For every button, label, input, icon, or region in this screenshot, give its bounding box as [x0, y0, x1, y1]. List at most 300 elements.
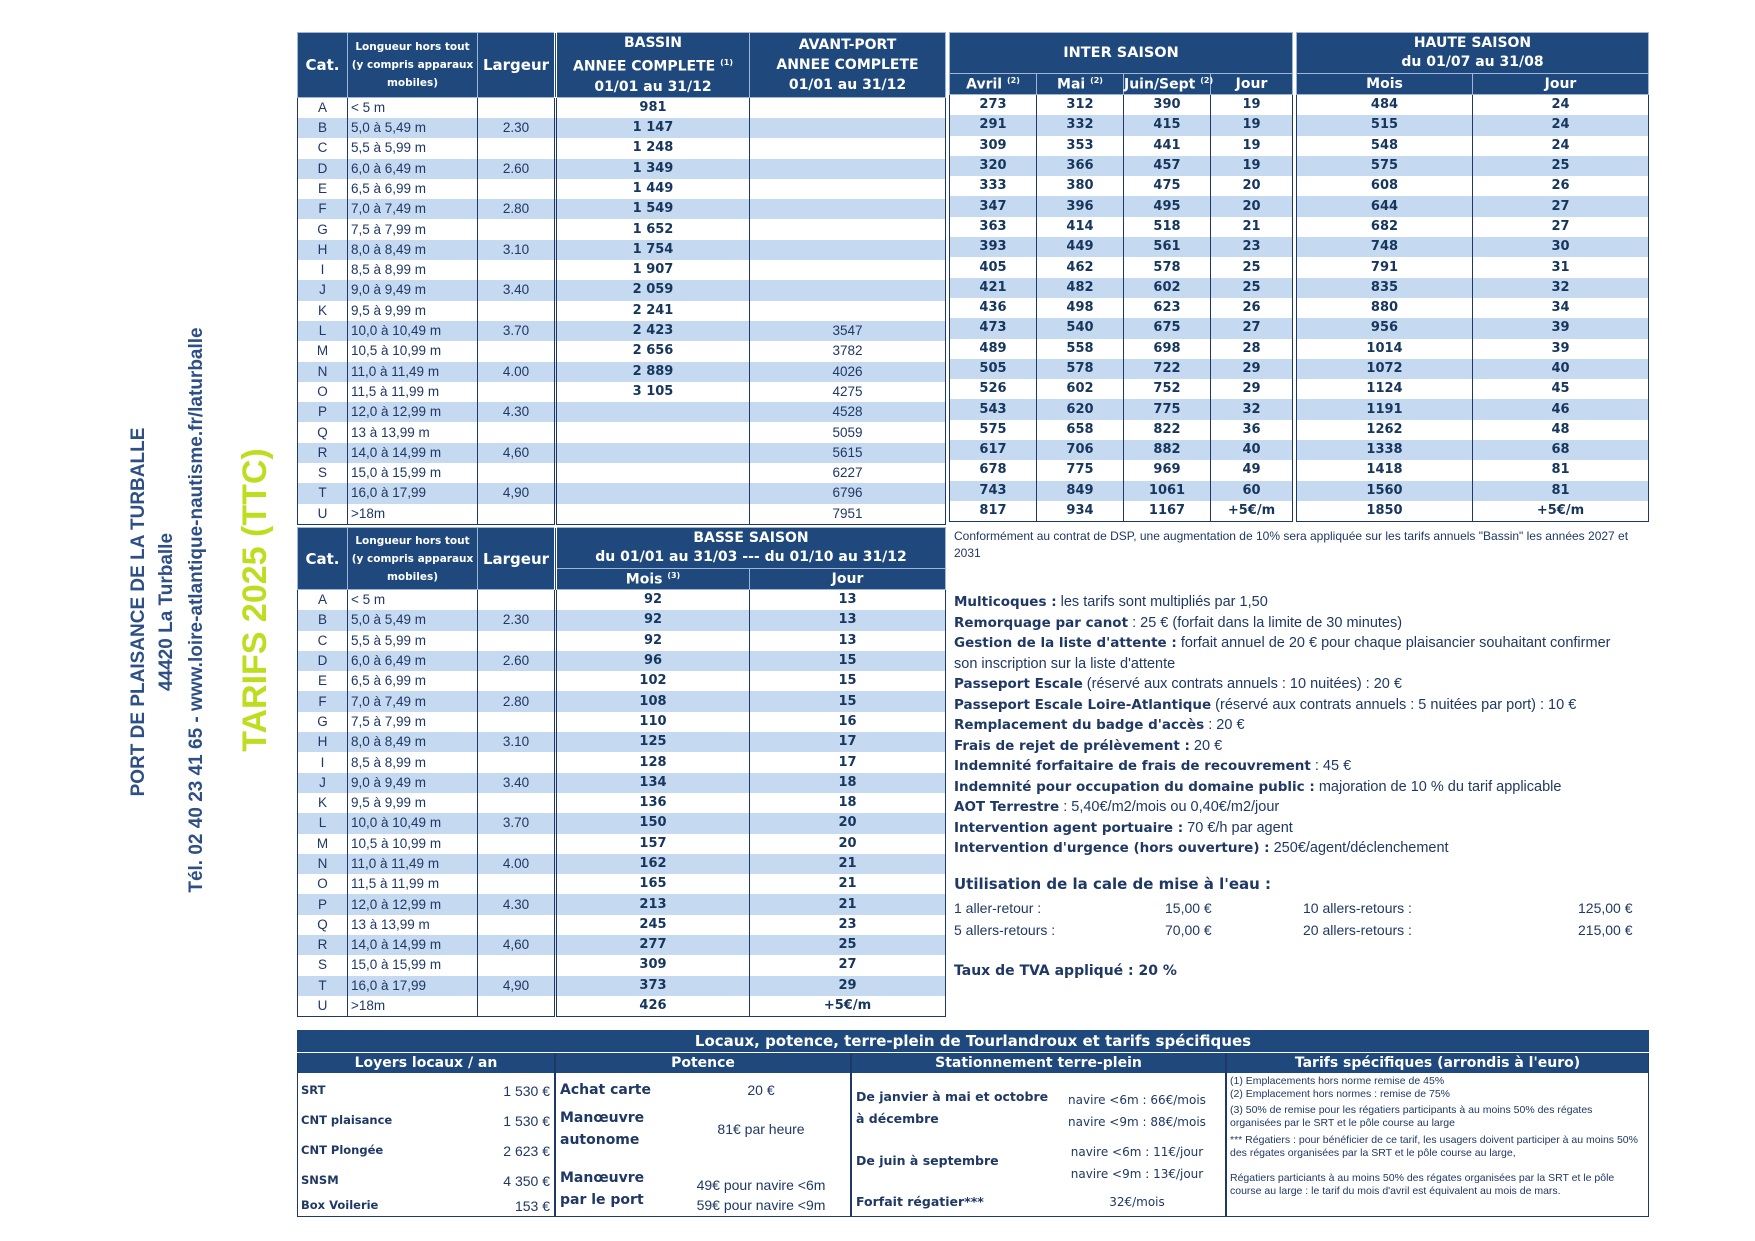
table-row — [298, 773, 946, 793]
basse-jour-cell: 18 — [750, 773, 946, 793]
basse-mois-cell: 128 — [556, 752, 750, 772]
mai-cell: 332 — [1037, 115, 1124, 135]
achat-carte-value: 20 € — [747, 1082, 775, 1098]
haute-mois-cell: 548 — [1370, 137, 1399, 153]
cat-cell: P — [298, 894, 348, 914]
basse-jour-cell: +5€/m — [750, 996, 946, 1017]
longueur-cell: 12,0 à 12,99 m — [348, 402, 478, 422]
longueur-cell: 11,5 à 11,99 m — [348, 874, 478, 894]
table-row — [1297, 298, 1649, 318]
mai-cell: 849 — [1037, 481, 1124, 501]
longueur-cell: 10,5 à 10,99 m — [348, 834, 478, 854]
cale-item-price: 15,00 € — [1165, 900, 1212, 916]
table-row — [298, 341, 946, 361]
haute-jour-cell: 39 — [1473, 339, 1649, 359]
note-regatiers: *** Régatiers : pour bénéficier de ce tarif, les usagers doivent participer à au moins 50% des régates organisées par la SRT et le pôle course au large, — [1230, 1134, 1638, 1159]
longueur-cell: 11,0 à 11,49 m — [348, 362, 478, 382]
table-row — [298, 955, 946, 975]
largeur-cell: 3.70 — [478, 813, 556, 833]
longueur-cell: 14,0 à 14,99 m — [348, 935, 478, 955]
cat-cell: R — [298, 935, 348, 955]
forfait-regatier-label: Forfait régatier*** — [856, 1194, 984, 1209]
note-3: (3) 50% de remise pour les régatiers participants à au moins 50% des régates organisées par le SRT et le pôle course au large — [1230, 1104, 1593, 1129]
inter-jour-cell: 29 — [1211, 359, 1293, 379]
mai-cell: 558 — [1037, 339, 1124, 359]
avant-port-cell: 4528 — [750, 402, 946, 422]
col-haute-mois: Mois — [1297, 74, 1473, 95]
haute-jour-cell: 27 — [1473, 217, 1649, 237]
haute-mois-cell: 1560 — [1297, 481, 1473, 501]
cale-item-price: 125,00 € — [1578, 900, 1633, 916]
basse-mois-cell: 309 — [556, 955, 750, 975]
table-row — [298, 402, 946, 422]
extra-fee-label: Remplacement du badge d'accès — [954, 717, 1205, 733]
basse-mois-cell: 110 — [556, 712, 750, 732]
table-row — [298, 651, 946, 671]
table-row — [950, 399, 1293, 419]
mai-cell: 540 — [1037, 318, 1124, 338]
table-row — [298, 712, 946, 732]
table-row — [1297, 176, 1649, 196]
mai-cell: 706 — [1037, 440, 1124, 460]
largeur-cell: 4,90 — [478, 976, 556, 996]
table-row — [298, 874, 946, 894]
bassin-cell: 1 549 — [556, 199, 750, 219]
cat-cell: Q — [317, 424, 328, 440]
table-row — [298, 834, 946, 854]
longueur-cell: 14,0 à 14,99 m — [348, 443, 478, 463]
avant-port-cell: 3547 — [750, 321, 946, 341]
bassin-cell: 1 652 — [556, 219, 750, 239]
longueur-cell: 5,5 à 5,99 m — [348, 138, 478, 158]
col-haute-jour: Jour — [1473, 74, 1649, 95]
longueur-cell: 11,0 à 11,49 m — [348, 854, 478, 874]
col-largeur: Largeur — [478, 33, 556, 98]
cale-item-label: 10 allers-retours : — [1303, 900, 1412, 916]
table-row — [1297, 440, 1649, 460]
col-mai: Mai $^{(2)}$ — [1037, 74, 1124, 95]
col-basse-jour: Jour — [750, 569, 946, 590]
table-row — [298, 483, 946, 503]
juin-sept-cell: 775 — [1124, 399, 1211, 419]
col-longueur: Longueur hors tout (y compris apparaux mobiles) — [348, 33, 478, 98]
table-row — [298, 671, 946, 691]
bassin-cell: 2 059 — [556, 280, 750, 300]
table-row — [950, 196, 1293, 216]
inter-season-title: INTER SAISON — [950, 33, 1293, 74]
haute-jour-cell: 30 — [1473, 237, 1649, 257]
table-row — [950, 460, 1293, 480]
juin-sept-cell: 1061 — [1124, 481, 1211, 501]
high-season-table — [1296, 32, 1649, 522]
basse-mois-cell: 157 — [556, 834, 750, 854]
cat-cell: T — [298, 976, 348, 996]
mai-cell: 578 — [1037, 359, 1124, 379]
table-row — [1297, 379, 1649, 399]
note-regatiers-avril: Régatiers particiants à au moins 50% des régates organisées par la SRT et le pôle course au large : le tarif du mois d'avril est équivalent au mois de mars. — [1230, 1172, 1615, 1197]
extra-fee-value: : 20 € — [1204, 717, 1245, 733]
avril-cell: 273 — [979, 97, 1007, 113]
basse-jour-cell: 17 — [750, 752, 946, 772]
extra-fee-value: : 25 € (forfait dans la limite de 30 minutes) — [1128, 614, 1403, 631]
mai-cell: 312 — [1037, 95, 1124, 116]
juin-sept-cell: 495 — [1124, 196, 1211, 216]
inter-season-table — [949, 32, 1293, 522]
table-row — [298, 504, 946, 525]
dsp-note: Conformément au contrat de DSP, une augmentation de 10% sera appliquée sur les tarifs annuels "Bassin" les années 2027 et 2031 — [954, 529, 1629, 560]
tva-rate: Taux de TVA appliqué : 20 % — [954, 963, 1177, 979]
extra-fee-value: (réservé aux contrats annuels : 5 nuitées par port) : 10 € — [1211, 696, 1577, 713]
basse-mois-cell: 426 — [556, 996, 750, 1017]
cat-cell: A — [317, 592, 327, 608]
bassin-cell: 2 889 — [556, 362, 750, 382]
haute-mois-cell: 1418 — [1366, 462, 1403, 478]
largeur-cell: 2.60 — [478, 159, 556, 179]
cat-cell: L — [298, 813, 348, 833]
inter-jour-cell: 32 — [1211, 399, 1293, 419]
juin-sept-cell: 969 — [1124, 460, 1211, 480]
table-row — [298, 996, 946, 1017]
bassin-cell — [556, 443, 750, 463]
manoeuvre-port-value: 49€ pour navire <6m 59€ pour navire <9m — [696, 1177, 826, 1213]
haute-mois-cell: 575 — [1297, 156, 1473, 176]
bassin-cell: 1 349 — [556, 159, 750, 179]
largeur-cell — [478, 712, 556, 732]
largeur-cell: 4,60 — [478, 443, 556, 463]
port-contact: Tél. 02 40 23 41 65 - www.loire-atlantique-nautisme.fr/laturballe — [186, 327, 207, 893]
table-row — [950, 481, 1293, 501]
table-row — [950, 359, 1293, 379]
longueur-cell: 12,0 à 12,99 m — [348, 894, 478, 914]
col-inter-jour: Jour — [1211, 74, 1293, 95]
extra-fee-value: les tarifs sont multipliés par 1,50 — [1056, 594, 1268, 610]
longueur-cell: 10,0 à 10,49 m — [348, 813, 478, 833]
extra-fee-item — [954, 777, 1654, 798]
table-row — [1297, 115, 1649, 135]
avril-cell: 309 — [979, 137, 1007, 153]
avril-cell: 393 — [950, 237, 1037, 257]
cale-item-label: 1 aller-retour : — [954, 900, 1042, 916]
cat-cell: U — [317, 998, 328, 1014]
basse-jour-cell: 16 — [750, 712, 946, 732]
inter-jour-cell: 20 — [1211, 196, 1293, 216]
largeur-cell — [478, 915, 556, 935]
avant-port-cell: 5059 — [750, 422, 946, 442]
table-row — [950, 237, 1293, 257]
haute-mois-cell: 682 — [1370, 218, 1399, 234]
basse-mois-cell: 213 — [556, 894, 750, 914]
extra-fee-item — [954, 674, 1654, 695]
largeur-cell — [478, 260, 556, 280]
table-row — [298, 854, 946, 874]
extra-fee-item — [954, 592, 1654, 613]
extra-fee-value: son inscription sur la liste d'attente — [954, 655, 1176, 672]
table-row — [1297, 359, 1649, 379]
basse-mois-cell: 136 — [556, 793, 750, 813]
table-row — [298, 894, 946, 914]
bassin-cell: 1 147 — [556, 118, 750, 138]
juin-sept-cell: 752 — [1124, 379, 1211, 399]
avril-cell: 347 — [950, 196, 1037, 216]
largeur-cell — [478, 793, 556, 813]
basse-mois-cell: 165 — [556, 874, 750, 894]
manoeuvre-port-label: Manœuvre par le port — [560, 1170, 645, 1208]
haute-jour-cell: 81 — [1473, 460, 1649, 480]
longueur-cell: 6,0 à 6,49 m — [348, 651, 478, 671]
largeur-cell — [478, 590, 556, 611]
largeur-cell: 4.00 — [478, 854, 556, 874]
extra-fee-value: 250€/agent/déclenchement — [1269, 840, 1449, 856]
table-row — [950, 176, 1293, 196]
longueur-cell: 5,0 à 5,49 m — [348, 118, 478, 138]
cat-cell: G — [317, 221, 328, 237]
extra-fee-label: Passeport Escale Loire-Atlantique — [954, 696, 1212, 713]
basse-jour-cell: 13 — [750, 590, 946, 611]
longueur-cell: 9,5 à 9,99 m — [348, 301, 478, 321]
avant-port-cell — [750, 199, 946, 219]
haute-jour-cell: 68 — [1473, 440, 1649, 460]
bassin-cell — [556, 402, 750, 422]
bassin-cell: 2 423 — [556, 321, 750, 341]
bassin-cell: 2 656 — [556, 341, 750, 361]
avant-port-cell: 7951 — [750, 504, 946, 525]
period-label: De juin à septembre — [856, 1153, 999, 1168]
avril-cell: 526 — [979, 381, 1007, 397]
longueur-cell: 7,5 à 7,99 m — [348, 219, 478, 239]
inter-jour-cell: 21 — [1211, 217, 1293, 237]
basse-mois-cell: 102 — [556, 671, 750, 691]
table-row — [950, 420, 1293, 440]
largeur-cell: 3.70 — [478, 321, 556, 341]
extra-fee-value: : 5,40€/m2/mois ou 0,40€/m2/jour — [1059, 799, 1280, 815]
longueur-cell: 7,0 à 7,49 m — [348, 199, 478, 219]
mai-cell: 353 — [1037, 136, 1124, 156]
avant-port-cell — [750, 280, 946, 300]
cat-cell: D — [298, 159, 348, 179]
inter-jour-cell: 23 — [1211, 237, 1293, 257]
longueur-cell: 8,5 à 8,99 m — [348, 752, 478, 772]
cat-cell: R — [298, 443, 348, 463]
cat-cell: B — [298, 118, 348, 138]
cat-cell: O — [317, 876, 328, 892]
avril-cell: 436 — [979, 300, 1007, 316]
haute-jour-cell: 39 — [1473, 318, 1649, 338]
basse-mois-cell: 92 — [556, 631, 750, 651]
high-season-title: HAUTE SAISON du 01/07 au 31/08 — [1297, 33, 1649, 74]
avant-port-cell — [750, 159, 946, 179]
cat-cell: E — [317, 180, 327, 196]
table-row — [950, 257, 1293, 277]
extra-fee-value: : 45 € — [1310, 758, 1352, 774]
col-cat: Cat. — [298, 33, 348, 98]
inter-jour-cell: 36 — [1211, 420, 1293, 440]
basse-jour-cell: 13 — [750, 610, 946, 630]
cat-cell: B — [298, 610, 348, 630]
bottom-band-title: Locaux, potence, terre-plein de Tourlandroux et tarifs spécifiques — [297, 1030, 1649, 1052]
haute-jour-cell: 45 — [1473, 379, 1649, 399]
haute-jour-cell: 25 — [1473, 156, 1649, 176]
longueur-cell: 9,0 à 9,49 m — [348, 773, 478, 793]
avant-port-cell — [750, 118, 946, 138]
extra-fee-item — [954, 818, 1654, 839]
table-row — [298, 935, 946, 955]
juin-sept-cell: 822 — [1124, 420, 1211, 440]
table-row — [950, 339, 1293, 359]
cale-item-label: 20 allers-retours : — [1303, 922, 1412, 938]
table-row — [298, 260, 946, 280]
basse-mois-cell: 92 — [556, 590, 750, 611]
table-row — [1297, 156, 1649, 176]
table-row — [298, 915, 946, 935]
avril-cell: 320 — [950, 156, 1037, 176]
cat-cell: H — [298, 732, 348, 752]
forfait-regatier-value: 32€/mois — [1109, 1195, 1165, 1209]
largeur-cell — [478, 504, 556, 525]
basse-jour-cell: 18 — [750, 793, 946, 813]
side-panel — [0, 0, 290, 1241]
cale-title: Utilisation de la cale de mise à l'eau : — [954, 875, 1272, 893]
loyer-row: CNT Plongée 2 623 € — [301, 1143, 550, 1159]
largeur-cell: 3.40 — [478, 280, 556, 300]
largeur-cell: 3.10 — [478, 732, 556, 752]
table-row — [298, 219, 946, 239]
avril-cell: 617 — [950, 440, 1037, 460]
bassin-cell: 1 248 — [556, 138, 750, 158]
annual-rates-table — [297, 32, 946, 525]
extra-fee-label: Multicoques : — [954, 594, 1057, 610]
longueur-cell: < 5 m — [348, 97, 478, 118]
inter-jour-cell: +5€/m — [1211, 501, 1293, 522]
extra-fee-label: Intervention agent portuaire : — [954, 819, 1184, 836]
avril-cell: 291 — [950, 115, 1037, 135]
cat-cell: P — [298, 402, 348, 422]
table-row — [298, 793, 946, 813]
mai-cell: 414 — [1037, 217, 1124, 237]
col-basse-mois: Mois $^{(3)}$ — [556, 569, 750, 590]
mai-cell: 658 — [1037, 420, 1124, 440]
port-address: 44420 La Turballe — [156, 532, 177, 692]
juin-sept-cell: 882 — [1124, 440, 1211, 460]
largeur-cell — [478, 219, 556, 239]
largeur-cell: 4,90 — [478, 483, 556, 503]
cat-cell: C — [317, 140, 328, 156]
avril-cell: 333 — [979, 178, 1007, 194]
col-avant-port: AVANT-PORT ANNEE COMPLETE 01/01 au 31/12 — [750, 33, 946, 98]
cat-cell: N — [298, 854, 348, 874]
basse-mois-cell: 245 — [556, 915, 750, 935]
largeur-cell — [478, 463, 556, 483]
haute-jour-cell: 46 — [1473, 399, 1649, 419]
extra-fee-item — [954, 756, 1654, 777]
haute-jour-cell: 31 — [1473, 257, 1649, 277]
juin-sept-cell: 390 — [1124, 95, 1211, 116]
table-row — [298, 97, 946, 118]
extra-fee-value: majoration de 10 % du tarif applicable — [1314, 778, 1562, 795]
avant-port-cell: 3782 — [750, 341, 946, 361]
largeur-cell — [478, 752, 556, 772]
largeur-cell — [478, 422, 556, 442]
table-row — [1297, 217, 1649, 237]
largeur-cell: 2.80 — [478, 691, 556, 711]
juin-sept-cell: 475 — [1124, 176, 1211, 196]
extra-fee-label: Intervention d'urgence (hors ouverture) : — [954, 840, 1270, 856]
bassin-cell: 1 754 — [556, 240, 750, 260]
cat-cell: T — [298, 483, 348, 503]
table-row — [298, 280, 946, 300]
table-row — [298, 752, 946, 772]
longueur-cell: 5,5 à 5,99 m — [348, 631, 478, 651]
haute-jour-cell: 24 — [1473, 115, 1649, 135]
extra-fee-value: 20 € — [1189, 737, 1223, 754]
avant-port-cell — [750, 240, 946, 260]
mai-cell: 498 — [1037, 298, 1124, 318]
extra-fee-item — [954, 654, 1654, 675]
longueur-cell: 13 à 13,99 m — [348, 915, 478, 935]
inter-jour-cell: 25 — [1211, 257, 1293, 277]
inter-jour-cell: 40 — [1211, 440, 1293, 460]
table-row — [1297, 257, 1649, 277]
largeur-cell — [478, 671, 556, 691]
avril-cell: 421 — [950, 278, 1037, 298]
extra-fee-label: Indemnité forfaitaire de frais de recouvrement — [954, 758, 1311, 774]
haute-jour-cell: 81 — [1473, 481, 1649, 501]
avril-cell: 473 — [950, 318, 1037, 338]
extra-fee-label: Passeport Escale — [954, 676, 1083, 692]
haute-mois-cell: 1850 — [1366, 503, 1403, 519]
period-values: navire <6m : 11€/jour navire <9m : 13€/jour — [1070, 1145, 1204, 1181]
table-row — [298, 422, 946, 442]
avant-port-cell: 5615 — [750, 443, 946, 463]
table-row — [298, 159, 946, 179]
cat-cell: O — [317, 383, 328, 399]
basse-jour-cell: 25 — [750, 935, 946, 955]
inter-jour-cell: 60 — [1211, 481, 1293, 501]
table-row — [1297, 501, 1649, 522]
table-row — [298, 362, 946, 382]
table-row — [298, 443, 946, 463]
potence-section — [555, 1053, 851, 1217]
longueur-cell: 8,0 à 8,49 m — [348, 240, 478, 260]
avant-port-cell: 4275 — [750, 382, 946, 402]
cat-cell: I — [320, 262, 325, 278]
table-row — [1297, 420, 1649, 440]
table-row — [298, 382, 946, 402]
mai-cell: 620 — [1037, 399, 1124, 419]
cat-cell: M — [316, 343, 329, 359]
longueur-cell: 9,5 à 9,99 m — [348, 793, 478, 813]
extra-fee-value: (réservé aux contrats annuels : 10 nuitées) : 20 € — [1082, 676, 1402, 692]
inter-jour-cell: 27 — [1211, 318, 1293, 338]
basse-jour-cell: 21 — [750, 874, 946, 894]
haute-jour-cell: 26 — [1473, 176, 1649, 196]
loyer-row: SNSM 4 350 € — [301, 1173, 550, 1189]
avril-cell: 743 — [950, 481, 1037, 501]
bassin-cell — [556, 504, 750, 525]
inter-jour-cell: 49 — [1211, 460, 1293, 480]
note-2: (2) Emplacement hors normes : remise de 75% — [1230, 1088, 1451, 1100]
avant-port-cell — [750, 301, 946, 321]
haute-jour-cell: 40 — [1473, 359, 1649, 379]
extra-fee-item — [954, 633, 1654, 654]
table-row — [298, 179, 946, 199]
extra-fee-label: Frais de rejet de prélèvement : — [954, 737, 1190, 754]
basse-mois-cell: 150 — [556, 813, 750, 833]
bassin-cell: 3 105 — [556, 382, 750, 402]
table-row — [298, 590, 946, 611]
table-row — [1297, 196, 1649, 216]
table-row — [298, 813, 946, 833]
longueur-cell: 7,0 à 7,49 m — [348, 691, 478, 711]
